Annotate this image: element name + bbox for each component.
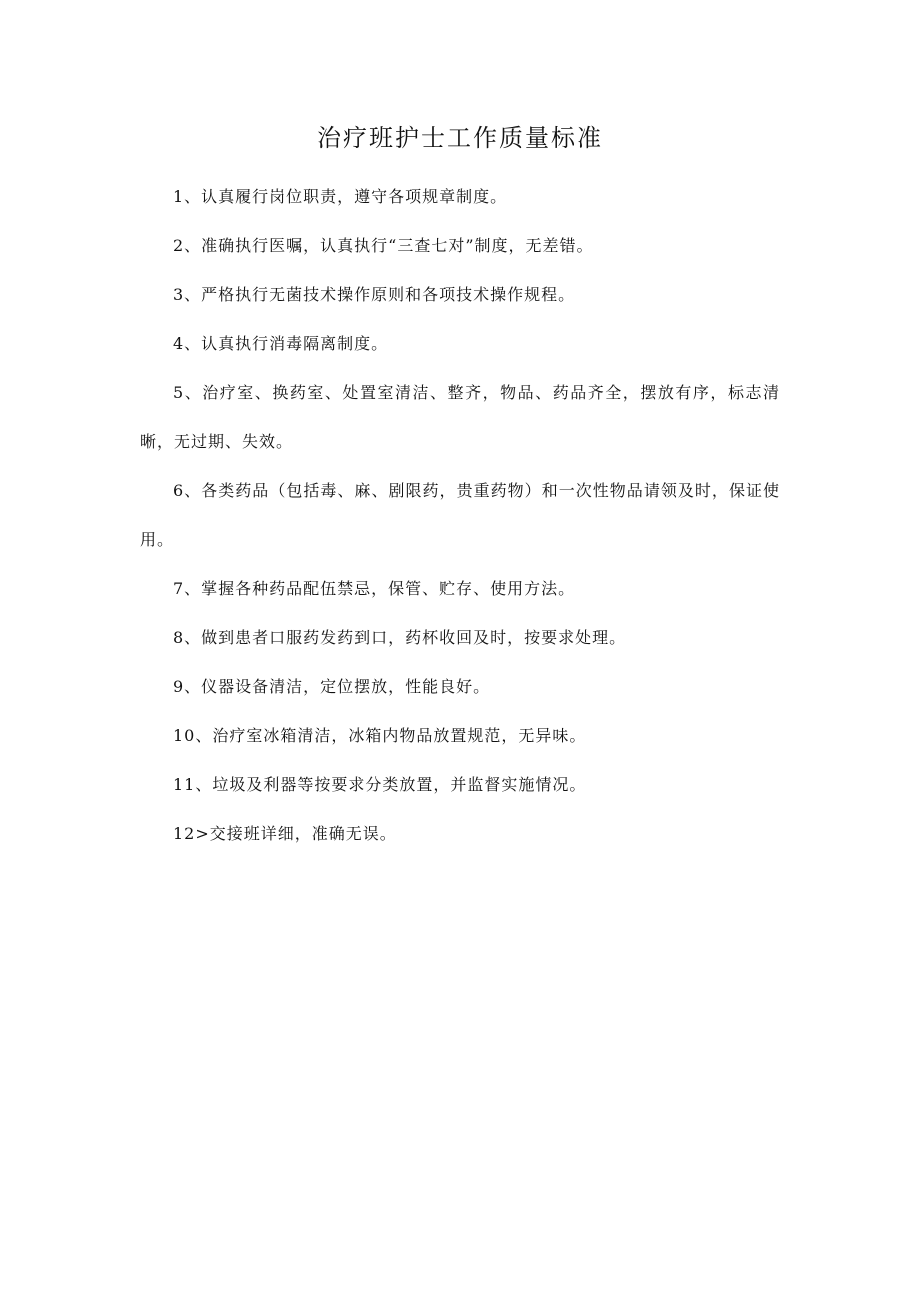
standards-list <box>140 172 780 858</box>
standard-item-4: 4、认真执行消毒隔离制度。 <box>173 334 389 353</box>
standard-item-5: 5、治疗室、换药室、处置室清洁、整齐，物品、药品齐全，摆放有序，标志清晰，无过期、失效。 <box>140 383 780 451</box>
standard-item-1: 1、认真履行岗位职责，遵守各项规章制度。 <box>173 187 508 206</box>
standard-item-10: 10、治疗室冰箱清洁，冰箱内物品放置规范，无异味。 <box>173 726 587 745</box>
standard-item-3: 3、严格执行无菌技术操作原则和各项技术操作规程。 <box>173 285 576 304</box>
standard-item-9: 9、仪器设备清洁，定位摆放，性能良好。 <box>173 677 491 696</box>
standard-item-7: 7、掌握各种药品配伍禁忌，保管、贮存、使用方法。 <box>173 579 576 598</box>
standard-item-12: 12>交接班详细，准确无误。 <box>173 824 397 843</box>
standard-item-2: 2、准确执行医嘱，认真执行“三查七对”制度，无差错。 <box>173 236 594 255</box>
document-title: 治疗班护士工作质量标准 <box>317 124 603 152</box>
standard-item-8: 8、做到患者口服药发药到口，药杯收回及时，按要求处理。 <box>173 628 627 647</box>
standard-item-6: 6、各类药品（包括毒、麻、剧限药，贵重药物）和一次性物品请领及时，保证使用。 <box>140 481 780 549</box>
standard-item-11: 11、垃圾及利器等按要求分类放置，并监督实施情况。 <box>173 775 587 794</box>
